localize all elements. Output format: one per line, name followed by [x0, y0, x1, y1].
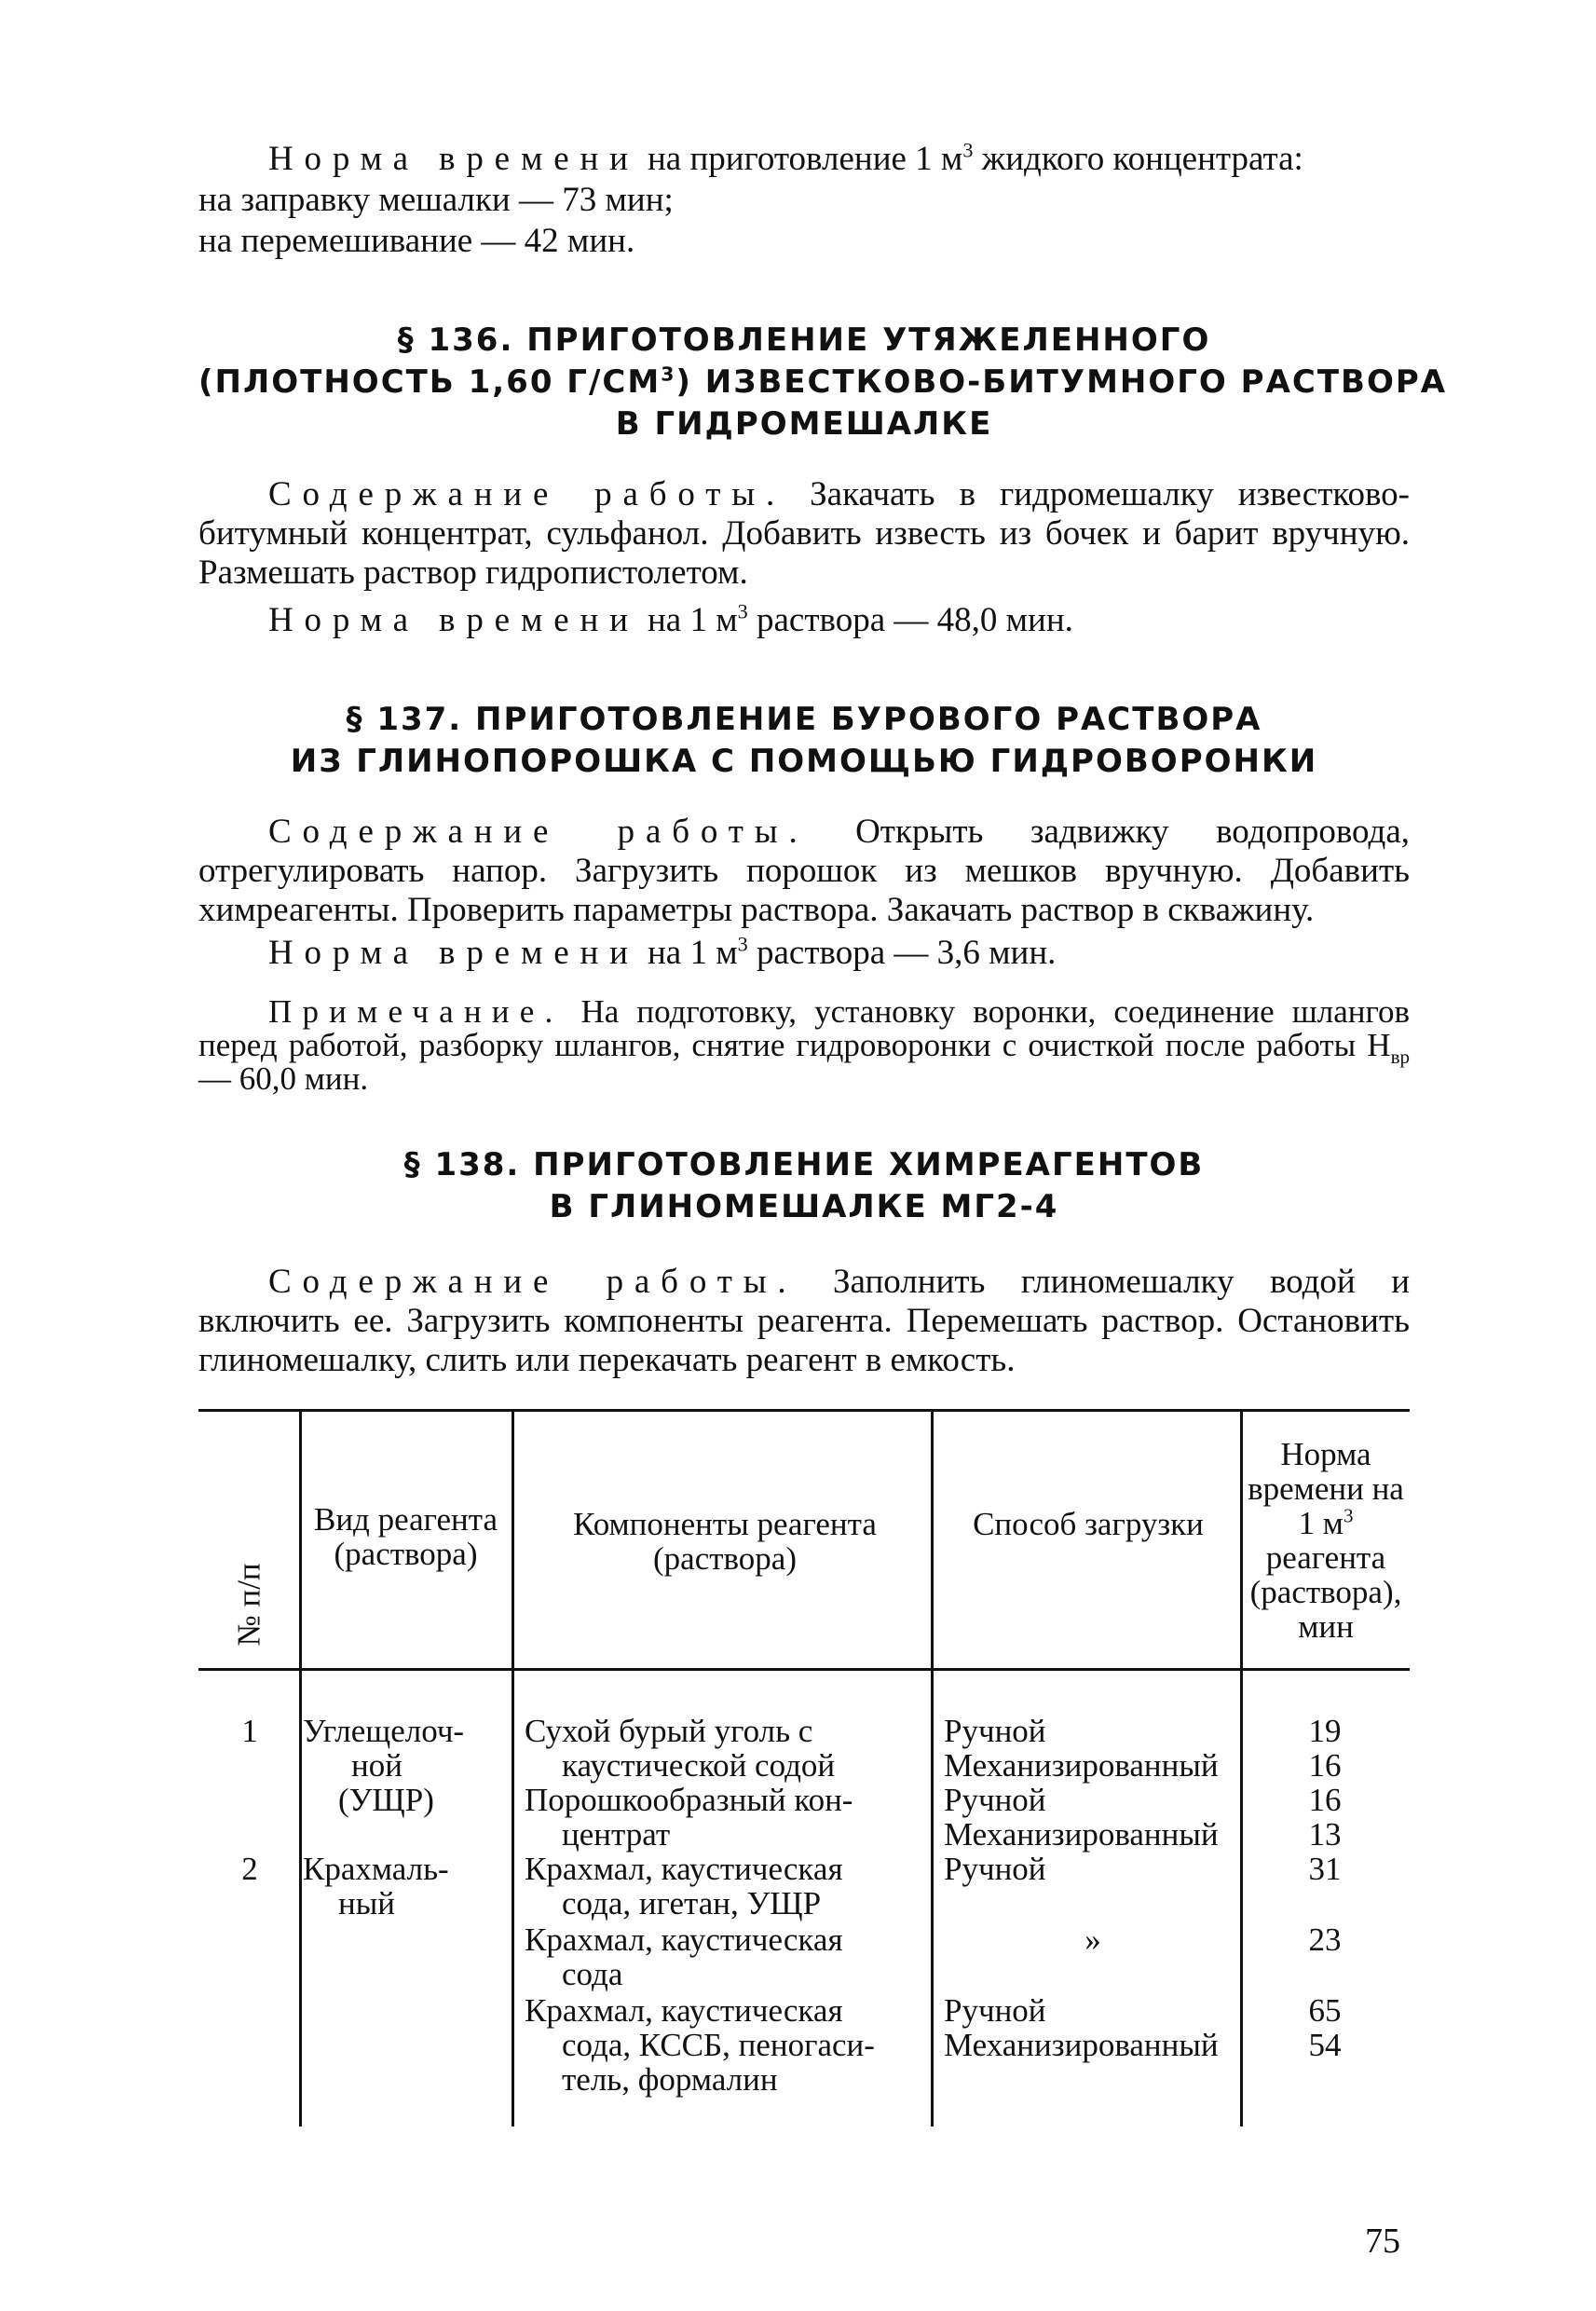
row-2-method: Ручной — [944, 1851, 1046, 1887]
row-1-num: 1 — [241, 1713, 258, 1749]
section-137-norm: Норма времени на 1 $м^3$ раствора — 3,6 мин. — [268, 932, 1057, 972]
row-2-method: Механизированный — [944, 2027, 1219, 2063]
row-2-type: Крахмаль- ный — [303, 1851, 449, 1921]
section-138-heading: § 138. ПРИГОТОВЛЕНИЕ ХИМРЕАГЕНТОВ В ГЛИНОМЕШАЛКЕ МГ2-4 — [403, 1146, 1205, 1225]
header-components: Компоненты реагента (раствора) — [573, 1506, 877, 1577]
page-number: 75 — [1365, 2222, 1400, 2261]
row-2-component-2: Крахмал, каустическая сода — [525, 1921, 843, 1992]
row-2-component-3: Крахмал, каустическая сода, КССБ, пеногаси- тель, формалин — [525, 1992, 875, 2098]
header-type: Вид реагента (раствора) — [313, 1501, 498, 1572]
row-2-norm: 65 — [1308, 1992, 1342, 2029]
row-2-num: 2 — [241, 1851, 258, 1887]
col-divider — [931, 1409, 934, 2126]
row-1-norm: 16 — [1308, 1747, 1342, 1784]
section-137-content: Содержание работы. Открыть задвижку водопровода, отрегулировать напор. Загрузить порошок из мешков вручную. Добавить химреагенты. Проверить параметры раствора. Закачать раствор в скважину. — [198, 813, 1410, 929]
row-2-norm: 23 — [1308, 1921, 1342, 1958]
row-1-method: Механизированный — [944, 1816, 1219, 1853]
row-1-norm: 13 — [1308, 1816, 1342, 1853]
table-top-rule — [198, 1409, 1410, 1412]
row-1-method: Ручной — [944, 1713, 1046, 1749]
row-1-method: Ручной — [944, 1782, 1046, 1818]
intro-line-3: на перемешивание — 42 мин. — [198, 222, 635, 260]
table-header-rule — [198, 1668, 1410, 1671]
intro-line-2: на заправку мешалки — 73 мин; — [198, 181, 674, 219]
row-1-component-2: Порошкообразный кон- центрат — [525, 1782, 853, 1853]
header-num: № п/п — [230, 1563, 267, 1647]
header-norm: Норма времени на 1 $м^3$ реагента (раствора), мин — [1248, 1436, 1404, 1645]
row-1-component-1: Сухой бурый уголь с каустической содой — [525, 1713, 836, 1784]
section-136-heading: § 136. ПРИГОТОВЛЕНИЕ УТЯЖЕЛЕННОГО (ПЛОТНОСТЬ 1,60 $Г/СМ^3$) ИЗВЕСТКОВО-БИТУМНОГО РАСТВОРА В ГИДРОМЕШАЛКЕ — [198, 321, 1448, 443]
row-2-method: » — [1084, 1921, 1101, 1958]
intro-norm: Норма времени на приготовление 1 $м^3$ жидкого концентрата: — [268, 138, 1303, 178]
row-1-method: Механизированный — [944, 1747, 1219, 1784]
section-136-content: Содержание работы. Закачать в гидромешалку известково-битумный концентрат, сульфанол. Добавить известь из бочек и барит вручную. Размешать раствор гидропистолетом. — [198, 475, 1410, 592]
section-137-heading: § 137. ПРИГОТОВЛЕНИЕ БУРОВОГО РАСТВОРА ИЗ ГЛИНОПОРОШКА С ПОМОЩЬЮ ГИДРОВОРОНКИ — [290, 701, 1318, 780]
row-1-type: Углещелоч- ной (УЩР) — [303, 1713, 465, 1818]
section-137-note: Примечание. На подготовку, установку воронки, соединение шлангов перед работой, разборку шлангов, снятие гидроворонки с очисткой после работы $Н_{вр}$ — 60,0 мин. — [198, 993, 1410, 1097]
row-1-norm: 19 — [1308, 1713, 1342, 1749]
col-divider — [299, 1409, 302, 2126]
section-138-content: Содержание работы. Заполнить глиномешалку водой и включить ее. Загрузить компоненты реагента. Перемешать раствор. Остановить глиномешалку, слить или перекачать реагент в емкость. — [198, 1263, 1410, 1379]
col-divider — [512, 1409, 514, 2126]
row-2-norm: 54 — [1308, 2027, 1342, 2063]
row-1-norm: 16 — [1308, 1782, 1342, 1818]
section-136-norm: Норма времени на 1 $м^3$ раствора — 48,0 мин. — [268, 599, 1073, 639]
header-method: Способ загрузки — [973, 1506, 1204, 1542]
row-2-method: Ручной — [944, 1992, 1046, 2029]
reagent-table — [198, 1409, 1410, 2126]
row-2-component-1: Крахмал, каустическая сода, игетан, УЩР — [525, 1851, 843, 1921]
row-2-norm: 31 — [1308, 1851, 1342, 1887]
norm-label: Норма времени — [268, 140, 639, 178]
